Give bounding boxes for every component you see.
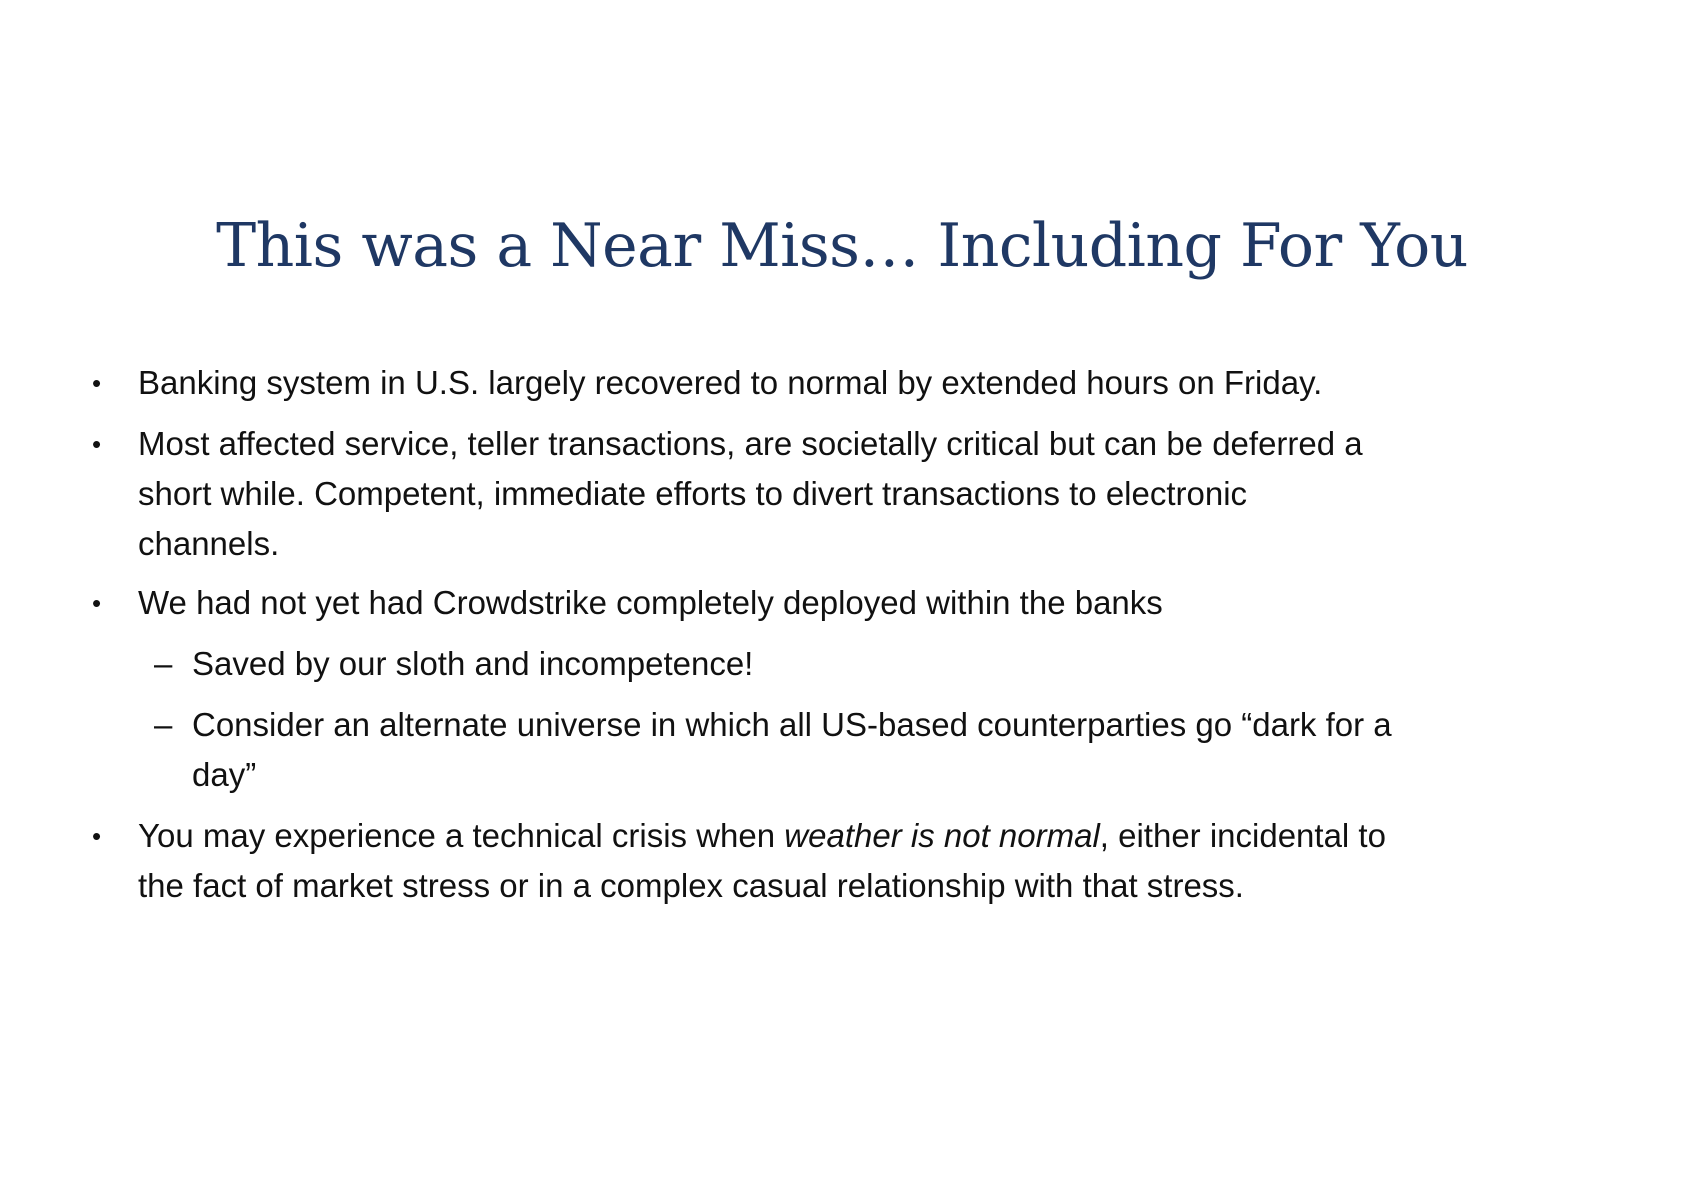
sub-bullet-text: Saved by our sloth and incompetence!: [192, 645, 754, 682]
sub-bullet-marker: –: [154, 645, 173, 682]
bullet-marker: •: [92, 368, 102, 398]
bullet-text: Banking system in U.S. largely recovered to normal by extended hours on Friday.: [138, 364, 1323, 401]
bullet-marker: •: [92, 429, 102, 459]
bullet-text-emphasis: weather is not normal: [784, 817, 1100, 854]
bullet-text: channels.: [138, 525, 280, 562]
sub-bullet-text: Consider an alternate universe in which all US-based counterparties go “dark for a: [192, 706, 1392, 743]
bullet-text: Most affected service, teller transactions, are societally critical but can be deferred a: [138, 425, 1363, 462]
bullet-text: short while. Competent, immediate efforts to divert transactions to electronic: [138, 475, 1248, 512]
bullet-text: [138, 816, 1386, 856]
bullet-marker: •: [92, 821, 102, 851]
sub-bullet-marker: –: [154, 706, 173, 743]
slide-title: This was a Near Miss… Including For You: [216, 211, 1468, 281]
bullet-text-segment: , either incidental to: [1099, 817, 1386, 854]
bullet-text-segment: You may experience a technical crisis when: [138, 817, 785, 854]
bullet-text: We had not yet had Crowdstrike completely deployed within the banks: [138, 584, 1163, 621]
sub-bullet-text: day”: [192, 756, 257, 793]
bullet-marker: •: [92, 588, 102, 618]
bullet-text: the fact of market stress or in a complex casual relationship with that stress.: [138, 867, 1244, 904]
